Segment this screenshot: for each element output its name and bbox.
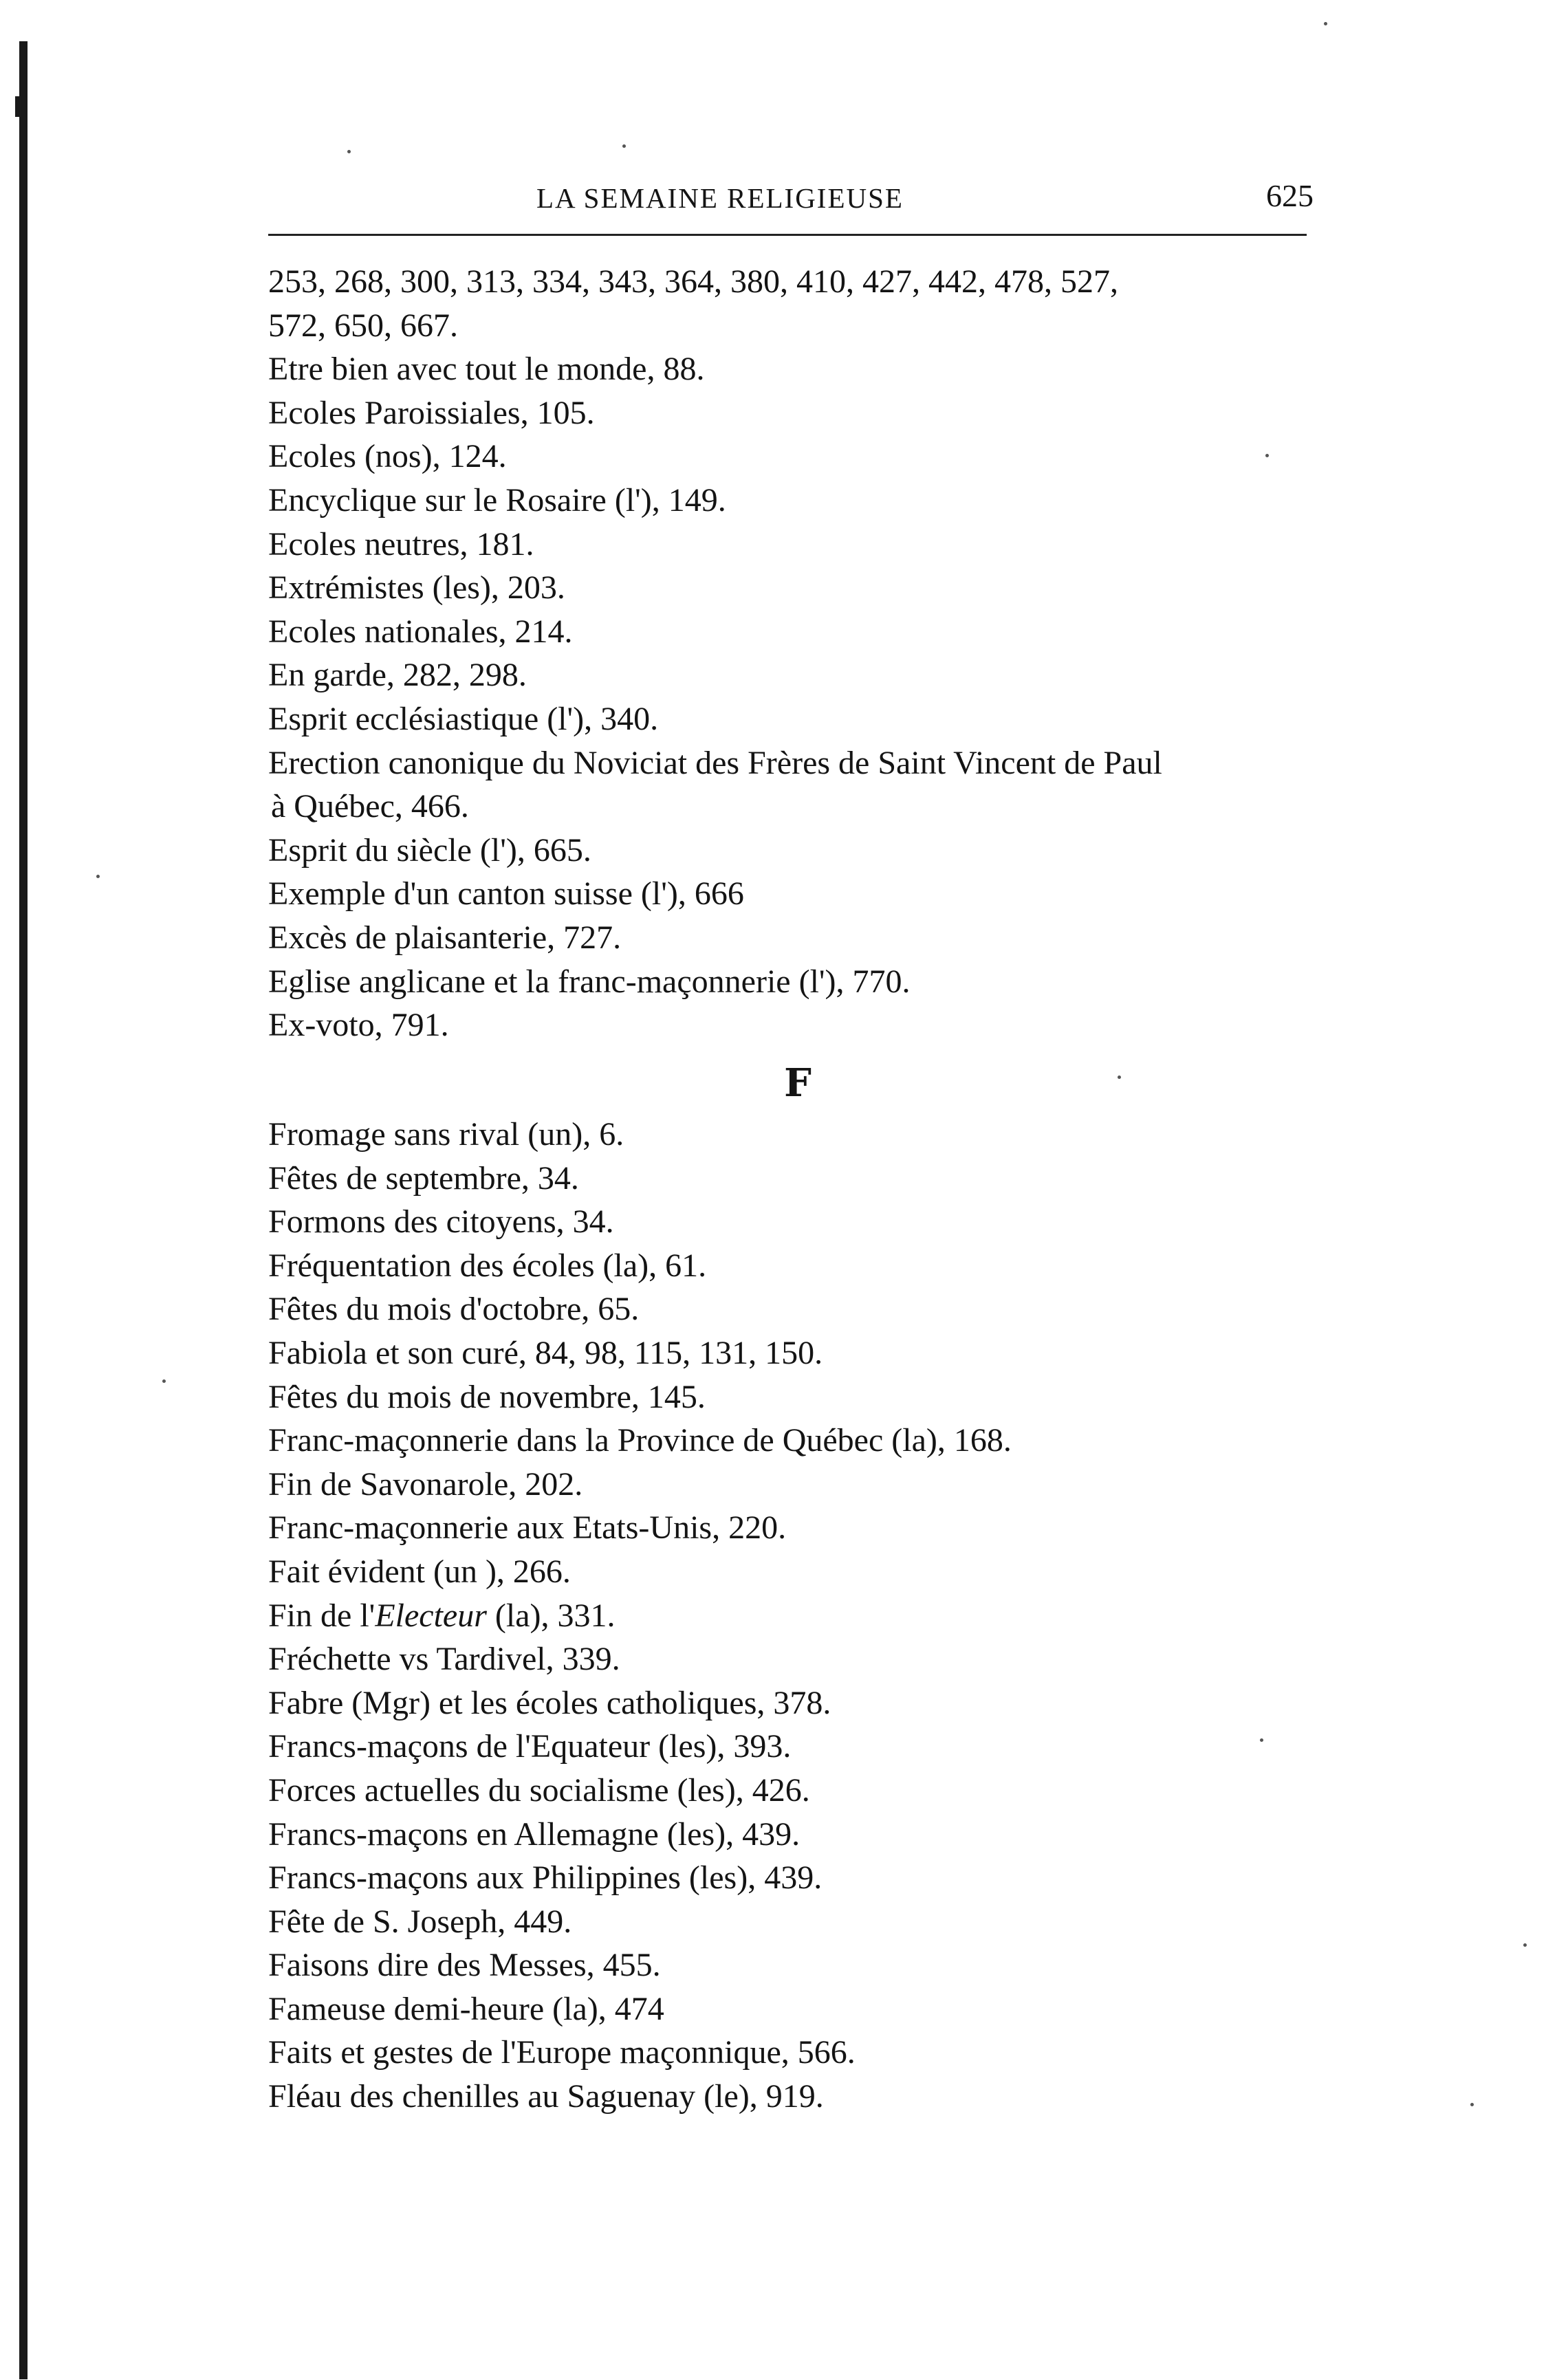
running-title: LA SEMAINE RELIGIEUSE	[536, 182, 904, 214]
index-entry: Francs-maçons en Allemagne (les), 439.	[268, 1815, 801, 1853]
entry-italic-title: Electeur	[375, 1597, 487, 1634]
page-number: 625	[1266, 178, 1314, 213]
index-entry: Franc-maçonnerie dans la Province de Québec (la), 168.	[268, 1422, 1012, 1459]
index-entry: Fameuse demi-heure (la), 474	[268, 1990, 664, 2027]
index-entry: 572, 650, 667.	[268, 307, 458, 344]
index-entry: Fêtes du mois de novembre, 145.	[268, 1378, 706, 1415]
index-entry: Fêtes du mois d'octobre, 65.	[268, 1291, 640, 1328]
index-entry: Esprit du siècle (l'), 665.	[268, 831, 591, 869]
index-entry: Etre bien avec tout le monde, 88.	[268, 351, 705, 388]
index-entry: 253, 268, 300, 313, 334, 343, 364, 380, 410, 427, 442, 478, 527,	[268, 263, 1118, 300]
index-section-e	[268, 260, 1327, 1047]
index-entry: Ecoles neutres, 181.	[268, 525, 534, 563]
running-head	[268, 177, 1314, 219]
index-entry: Encyclique sur le Rosaire (l'), 149.	[268, 481, 726, 518]
index-entry: Fréchette vs Tardivel, 339.	[268, 1641, 620, 1678]
index-entry: Exemple d'un canton suisse (l'), 666	[268, 875, 744, 913]
scan-speck	[162, 1379, 166, 1383]
index-entry: Fête de S. Joseph, 449.	[268, 1903, 572, 1940]
index-entry: Fréquentation des écoles (la), 61.	[268, 1247, 707, 1284]
binding-edge-shadow	[19, 41, 28, 2379]
index-entry: Esprit ecclésiastique (l'), 340.	[268, 700, 659, 737]
index-entry: Faits et gestes de l'Europe maçonnique, 566.	[268, 2034, 856, 2071]
index-entry: Francs-maçons de l'Equateur (les), 393.	[268, 1728, 792, 1765]
index-entry: Formons des citoyens, 34.	[268, 1203, 614, 1241]
index-entry: Fléau des chenilles au Saguenay (le), 919.	[268, 2078, 824, 2115]
scan-speck	[1260, 1738, 1263, 1742]
index-entry: Ecoles Paroissiales, 105.	[268, 394, 595, 431]
index-entry: Ecoles nationales, 214.	[268, 613, 573, 650]
scan-speck	[1118, 1076, 1121, 1079]
index-section-f	[268, 1113, 1327, 2119]
scan-speck	[1523, 1943, 1527, 1947]
index-entry: Fromage sans rival (un), 6.	[268, 1116, 624, 1153]
index-entry: Forces actuelles du socialisme (les), 426.	[268, 1771, 810, 1809]
scan-speck	[347, 150, 351, 153]
entry-text-after: (la), 331.	[486, 1597, 616, 1634]
index-entry: Excès de plaisanterie, 727.	[268, 919, 622, 956]
scan-speck	[1470, 2103, 1474, 2106]
index-entry: Fin de Savonarole, 202.	[268, 1465, 583, 1503]
index-entry	[268, 1594, 1327, 1638]
index-entry: En garde, 282, 298.	[268, 657, 527, 694]
scan-speck	[622, 144, 626, 148]
index-entry: à Québec, 466.	[271, 788, 469, 825]
index-entry: Extrémistes (les), 203.	[268, 569, 565, 607]
index-entry: Fêtes de septembre, 34.	[268, 1159, 579, 1197]
scan-speck	[96, 875, 100, 878]
index-entry: Erection canonique du Noviciat des Frères de Saint Vincent de Paul	[268, 744, 1162, 781]
entry-text-before: Fin de l'	[268, 1597, 375, 1634]
header-rule	[268, 234, 1307, 236]
scan-speck	[1265, 454, 1269, 457]
scan-speck	[1324, 22, 1327, 25]
index-entry: Ecoles (nos), 124.	[268, 438, 507, 475]
index-entry: Ex-voto, 791.	[268, 1007, 449, 1044]
binding-edge-notch	[15, 96, 21, 117]
index-entry: Fait évident (un ), 266.	[268, 1553, 571, 1590]
index-entry: Fabre (Mgr) et les écoles catholiques, 378.	[268, 1684, 831, 1721]
index-entry: Faisons dire des Messes, 455.	[268, 1947, 661, 1984]
index-entry: Francs-maçons aux Philippines (les), 439.	[268, 1859, 823, 1897]
section-letter-f: F	[784, 1060, 812, 1106]
index-entry: Eglise anglicane et la franc-maçonnerie (l'), 770.	[268, 963, 911, 1000]
index-entry: Franc-maçonnerie aux Etats-Unis, 220.	[268, 1509, 787, 1547]
index-entry: Fabiola et son curé, 84, 98, 115, 131, 150.	[268, 1334, 823, 1371]
